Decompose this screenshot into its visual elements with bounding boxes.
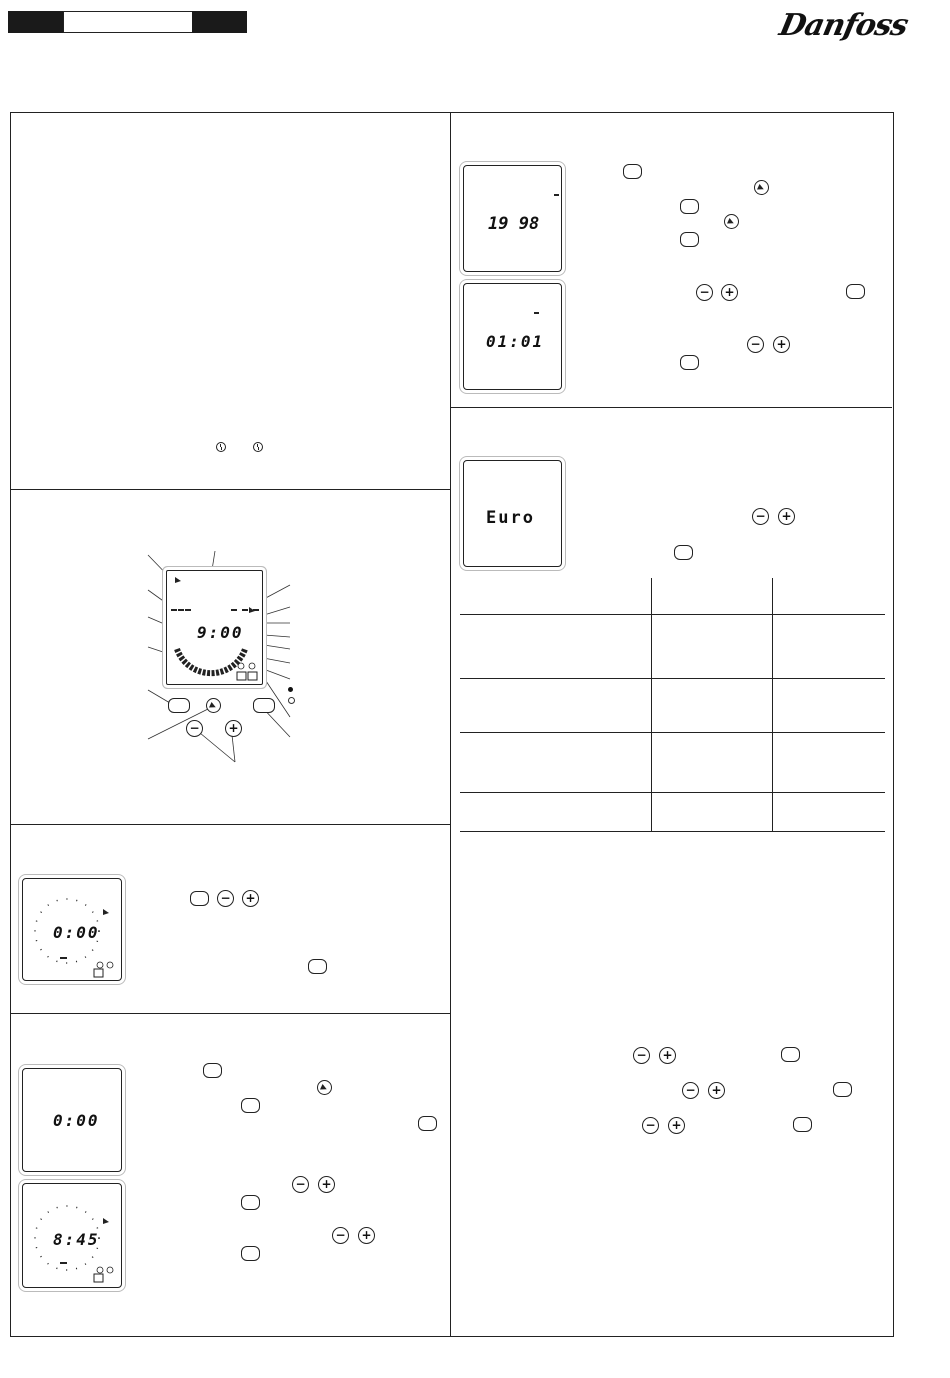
date-plus-button[interactable]: + [773, 336, 790, 353]
date-display: 01:01 [486, 332, 545, 351]
header-tab-left [8, 11, 63, 33]
year-plus-button[interactable]: + [721, 284, 738, 301]
header-tab-middle [63, 11, 193, 33]
table-column-divider [651, 578, 652, 832]
clock-zero-display: 0:00 [53, 923, 100, 942]
header-tab-right [192, 11, 247, 33]
table-column-divider [772, 578, 773, 832]
indicator-dot-empty [288, 697, 295, 704]
date-lcd [463, 283, 562, 390]
euro-lcd [463, 460, 562, 567]
year-arrow-button-2[interactable] [724, 214, 739, 229]
overview-arrow-button[interactable] [206, 698, 221, 713]
overview-left-button[interactable] [168, 698, 190, 713]
setting-a-ok-button[interactable] [781, 1047, 800, 1062]
clock-icon [253, 442, 263, 452]
clock-minus-button[interactable]: − [217, 890, 234, 907]
euro-ok-button[interactable] [674, 545, 693, 560]
overview-diagram [140, 545, 320, 785]
section-divider-right [450, 407, 892, 408]
clock-zero-dial [23, 879, 121, 980]
year-mode-button[interactable] [623, 164, 642, 179]
section-divider-2 [10, 824, 450, 825]
time-hour-ok-button[interactable] [241, 1195, 260, 1210]
overview-dial [167, 571, 262, 684]
year-indicator-bar [554, 194, 559, 196]
year-minus-button[interactable]: − [696, 284, 713, 301]
clock-mode-button[interactable] [190, 891, 209, 906]
section-divider-1 [10, 489, 450, 490]
setting-b-minus-button[interactable]: − [682, 1082, 699, 1099]
time-zero-lcd [22, 1068, 122, 1172]
date-ok-button[interactable] [680, 355, 699, 370]
setting-c-minus-button[interactable]: − [642, 1117, 659, 1134]
setting-c-plus-button[interactable]: + [668, 1117, 685, 1134]
table-row-divider [460, 792, 885, 793]
time-zero-display: 0:00 [53, 1111, 100, 1130]
table-row-divider [460, 614, 885, 615]
year-display: 19 98 [488, 214, 540, 234]
overview-right-button[interactable] [253, 698, 275, 713]
setting-b-ok-button[interactable] [833, 1082, 852, 1097]
table-row-divider [460, 678, 885, 679]
year-ok-button[interactable] [680, 199, 699, 214]
time-mode-button[interactable] [203, 1063, 222, 1078]
column-divider [450, 112, 451, 1336]
time-set-dial [23, 1184, 121, 1287]
time-set-lcd [22, 1183, 122, 1288]
clock-icon [216, 442, 226, 452]
time-minute-ok-button[interactable] [241, 1246, 260, 1261]
time-set-display: 8:45 [53, 1230, 100, 1249]
time-minus-button[interactable]: − [292, 1176, 309, 1193]
table-row-divider [460, 831, 885, 832]
settings-table [460, 578, 885, 833]
date-minus-button[interactable]: − [747, 336, 764, 353]
time-minute-minus-button[interactable]: − [332, 1227, 349, 1244]
clock-zero-lcd [22, 878, 122, 981]
year-confirm-button[interactable] [680, 232, 699, 247]
setting-c-ok-button[interactable] [793, 1117, 812, 1132]
setting-a-minus-button[interactable]: − [633, 1047, 650, 1064]
date-indicator-bar [534, 312, 539, 314]
euro-display: Euro [486, 508, 535, 528]
brand-logo: Danfoss [776, 8, 911, 43]
time-plus-button[interactable]: + [318, 1176, 335, 1193]
overview-lcd [166, 570, 263, 685]
overview-minus-button[interactable]: − [186, 720, 203, 737]
time-arrow-button[interactable] [317, 1080, 332, 1095]
time-ok-button[interactable] [241, 1098, 260, 1113]
overview-time-display: 9:00 [197, 623, 244, 642]
clock-ok-button[interactable] [308, 959, 327, 974]
euro-plus-button[interactable]: + [778, 508, 795, 525]
year-lcd [463, 165, 562, 272]
section-divider-3 [10, 1013, 450, 1014]
setting-a-plus-button[interactable]: + [659, 1047, 676, 1064]
overview-plus-button[interactable]: + [225, 720, 242, 737]
time-ok-button-right[interactable] [418, 1116, 437, 1131]
table-row-divider [460, 732, 885, 733]
year-next-button[interactable] [846, 284, 865, 299]
clock-plus-button[interactable]: + [242, 890, 259, 907]
euro-minus-button[interactable]: − [752, 508, 769, 525]
year-arrow-button[interactable] [754, 180, 769, 195]
indicator-dot-filled [288, 687, 293, 692]
time-minute-plus-button[interactable]: + [358, 1227, 375, 1244]
setting-b-plus-button[interactable]: + [708, 1082, 725, 1099]
